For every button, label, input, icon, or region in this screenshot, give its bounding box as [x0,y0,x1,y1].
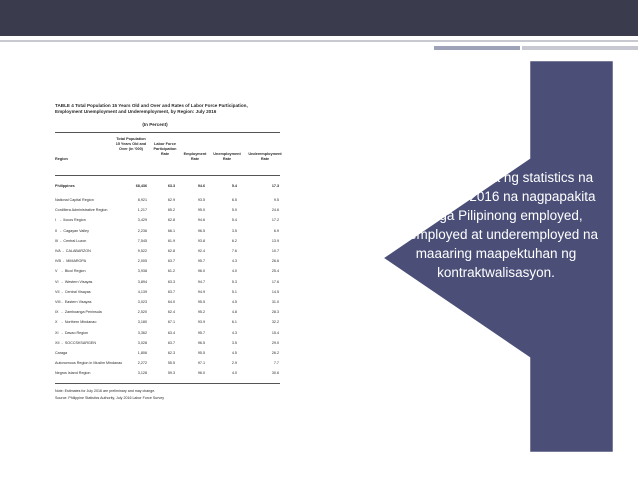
table-cell-unemp: 4.0 [231,269,237,274]
table-cell-under: 26.6 [271,259,279,264]
table-cell-under: 29.0 [271,340,279,345]
table-cell-pop: 2,272 [137,361,147,366]
table-cell-region: X - Northern Mindanao [55,320,97,325]
table-cell-pop: 2,005 [137,259,147,264]
table-cell-under: 6.9 [273,228,279,233]
table-cell-emp: 95.5 [197,300,205,304]
table-cell-emp: 97.1 [197,361,205,366]
table-cell-lfpr: 63.4 [167,330,175,335]
table-cell-under: 7.7 [273,361,279,366]
table-cell-emp: 95.0 [197,208,205,213]
table-cell-region: III - Central Luzon [55,238,87,243]
table-cell-unemp: 5.1 [231,289,237,294]
table-cell-lfpr: 63.3 [167,184,175,188]
table-cell-pop: 8,921 [137,198,147,202]
table-cell-unemp: 6.1 [231,320,237,325]
table-cell-lfpr: 62.8 [167,218,175,223]
table-cell-emp: 94.7 [197,279,205,284]
callout-text: Isang halimbawa ng statistics na itinala noon 2016 na nagpapakita ng mga Pilipinong employed, unemployed at underemployed na maaaring maapektuhan ng kontraktwalisasyon. [393,170,599,280]
table-cell-unemp: 5.4 [231,184,237,188]
table-cell-lfpr: 66.1 [167,228,175,233]
table-cell-unemp: 5.3 [231,279,237,284]
table-cell-under: 28.3 [271,310,279,315]
table-cell-under: 24.6 [271,208,279,213]
table-cell-lfpr: 62.8 [167,249,175,253]
table-cell-region: Negros Island Region [55,371,91,376]
table-cell-pop: 1,806 [137,351,147,355]
table-cell-emp: 94.6 [197,218,205,223]
header-underemployment: Underemployment Rate [248,152,282,161]
table-cell-emp: 94.9 [197,289,205,294]
table-cell-emp: 95.5 [197,351,205,355]
table-cell-region: I - Ilocos Region [55,218,86,223]
table-cell-region: Philippines [55,184,75,188]
table-cell-under: 13.9 [271,238,279,243]
table-cell-region: XI - Davao Region [55,330,89,335]
table-cell-lfpr: 65.2 [167,208,175,213]
table-cell-lfpr: 59.3 [167,371,175,376]
header-population: Total Population 15 Years Old and Over (in '000) [115,137,147,151]
table-cell-under: 9.5 [273,198,279,202]
table-cell-region: IX - Zamboanga Peninsula [55,310,102,315]
table-cell-under: 17.2 [271,218,279,223]
table-cell-unemp: 6.2 [231,238,237,243]
table-cell-unemp: 4.8 [231,310,237,315]
table-cell-unemp: 4.5 [231,351,237,355]
table-cell-unemp: 4.0 [231,371,237,376]
table-cell-under: 30.6 [271,371,279,376]
table-cell-lfpr: 63.7 [167,259,175,264]
table-cell-under: 26.2 [271,351,279,355]
table-cell-pop: 2,520 [137,310,147,315]
table-cell-pop: 4,139 [137,289,147,294]
table-cell-under: 10.7 [271,249,279,253]
table-cell-under: 17.3 [271,184,279,188]
table-cell-lfpr: 64.0 [167,300,175,304]
table-cell-lfpr: 67.1 [167,320,175,325]
table-cell-emp: 95.7 [197,259,205,264]
table-cell-emp: 93.9 [197,320,205,325]
table-cell-region: IVB - MIMAROPA [55,259,87,264]
table-cell-emp: 96.5 [197,228,205,233]
table-cell-unemp: 5.0 [231,208,237,213]
table-cell-emp: 96.0 [197,269,205,274]
table-cell-pop: 7,545 [137,238,147,243]
table-cell-under: 14.5 [271,289,279,294]
table-cell-emp: 93.8 [197,238,205,243]
table-cell-pop: 3,429 [137,218,147,223]
table-cell-region: V - Bicol Region [55,269,86,274]
table-cell-lfpr: 61.9 [167,238,175,243]
table-cell-under: 31.0 [271,300,279,304]
table-cell-pop: 3,180 [137,320,147,325]
table-cell-region: Caraga [55,351,68,355]
table-cell-region: National Capital Region [55,198,94,202]
table-cell-under: 32.2 [271,320,279,325]
table-cell-emp: 96.5 [197,340,205,345]
table-cell-unemp: 4.3 [231,330,237,335]
table-cell-emp: 95.7 [197,330,205,335]
table-cell-under: 17.6 [271,279,279,284]
table-cell-lfpr: 63.7 [167,340,175,345]
table-cell-pop: 3,938 [137,269,147,274]
header-region: Region [55,157,68,161]
table-cell-unemp: 3.5 [231,228,237,233]
table-cell-unemp: 6.5 [231,198,237,202]
table-cell-lfpr: 62.3 [167,351,175,355]
table-cell-region: XII - SOCCSKSARGEN [55,340,96,345]
table-cell-unemp: 4.3 [231,259,237,264]
table-cell-pop: 3,894 [137,279,147,284]
table-cell-unemp: 5.4 [231,218,237,223]
table-subtitle: (In Percent) [142,122,168,127]
table-source: Source: Philippine Statistics Authority, July 2016 Labor Force Survey [55,396,164,400]
table-cell-unemp: 4.5 [231,300,237,304]
header-employment: Employment Rate [183,152,207,161]
table-cell-region: VIII - Eastern Visayas [55,300,92,304]
table-cell-lfpr: 63.3 [167,279,175,284]
table-cell-pop: 3,128 [137,371,147,376]
table-cell-lfpr: 62.9 [167,198,175,202]
table-cell-emp: 96.0 [197,371,205,376]
table-cell-lfpr: 63.7 [167,289,175,294]
table-cell-pop: 3,362 [137,330,147,335]
table-cell-region: II - Cagayan Valley [55,228,89,233]
table-cell-pop: 2,236 [137,228,147,233]
table-cell-region: VI - Western Visayas [55,279,93,284]
table-cell-region: VII - Central Visayas [55,289,91,294]
table-cell-pop: 68,436 [135,184,147,188]
table-cell-under: 15.4 [271,330,279,335]
table-cell-pop: 3,028 [137,340,147,345]
table-cell-lfpr: 61.2 [167,269,175,274]
table-cell-emp: 95.2 [197,310,205,315]
table-cell-region: Autonomous Region in Muslim Mindanao [55,361,123,366]
table-note: Note: Estimates for July 2016 are preliminary and may change. [55,389,156,393]
table-cell-unemp: 7.6 [231,249,237,253]
header-lfpr: Labor Force Participation Rate [153,142,177,156]
table-cell-lfpr: 62.4 [167,310,175,315]
table-cell-unemp: 3.5 [231,340,237,345]
header-unemployment: Unemployment Rate [213,152,241,161]
table-cell-pop: 1,217 [137,208,147,213]
table-cell-pop: 9,522 [137,249,147,253]
table-cell-under: 25.4 [271,269,279,274]
table-title: TABLE 4 Total Population 15 Years Old and Over and Rates of Labor Force Participation, Employment Unemployment and Underemployment, by Region: July 2016 [55,103,248,114]
table-cell-region: IVA - CALABARZON [55,249,91,253]
table-cell-pop: 3,023 [137,300,147,304]
table-cell-lfpr: 55.5 [167,361,175,366]
table-cell-emp: 92.4 [197,249,205,253]
table-cell-emp: 93.5 [197,198,205,202]
table-cell-region: Cordillera Administrative Region [55,208,108,213]
table-cell-emp: 94.6 [197,184,205,188]
table-cell-unemp: 2.9 [231,361,237,366]
